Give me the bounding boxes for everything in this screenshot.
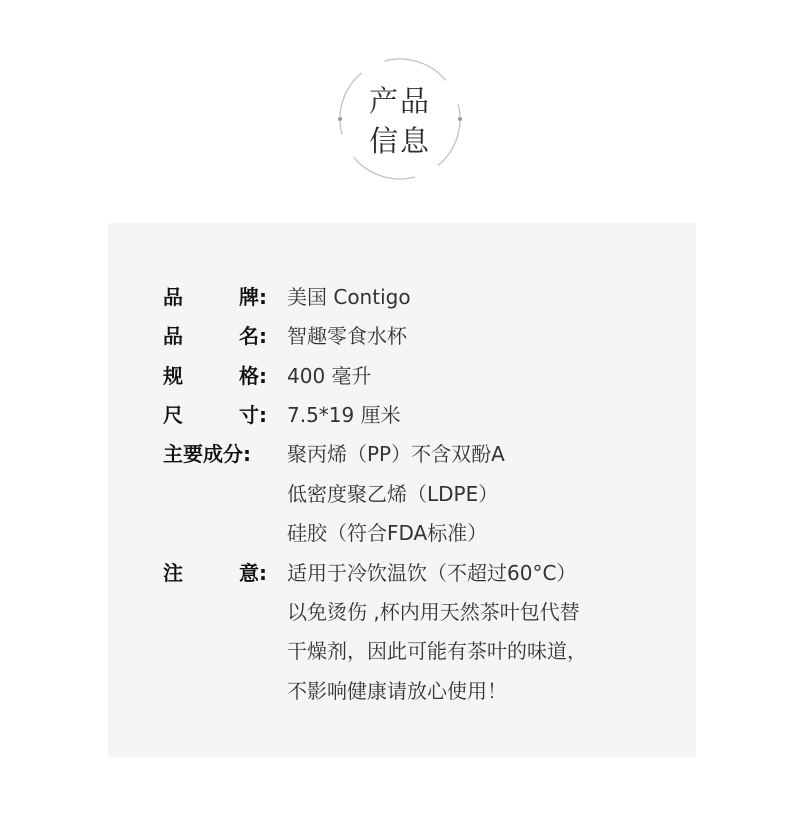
spec-label-size: 尺 寸: bbox=[163, 403, 267, 427]
spec-value-name: 智趣零食水杯 bbox=[287, 324, 407, 348]
spec-label-brand: 品 牌: bbox=[163, 285, 267, 309]
page-title bbox=[336, 81, 464, 161]
spec-label-capacity: 规 格: bbox=[163, 364, 267, 388]
product-info-panel bbox=[108, 223, 696, 757]
notice-line: 以免烫伤 ,杯内用天然茶叶包代替 bbox=[287, 600, 580, 624]
spec-label-materials: 主要成分: bbox=[163, 442, 251, 466]
notice-line: 适用于冷饮温饮（不超过60°C） bbox=[287, 561, 577, 585]
title-line-1: 产品 bbox=[368, 84, 431, 118]
materials-line: 低密度聚乙烯（LDPE） bbox=[287, 482, 499, 506]
notice-line: 干燥剂，因此可能有茶叶的味道， bbox=[287, 639, 587, 663]
spec-value-size: 7.5*19 厘米 bbox=[287, 403, 401, 427]
materials-line: 硅胶（符合FDA标准） bbox=[287, 521, 488, 545]
spec-value-capacity: 400 毫升 bbox=[287, 364, 372, 388]
spec-label-notice: 注 意: bbox=[163, 561, 267, 585]
title-line-2: 信息 bbox=[368, 124, 431, 158]
materials-line: 聚丙烯（PP）不含双酚A bbox=[287, 442, 505, 466]
product-info-badge bbox=[336, 55, 464, 183]
spec-value-brand: 美国 Contigo bbox=[287, 285, 411, 309]
notice-line: 不影响健康请放心使用！ bbox=[287, 679, 507, 703]
spec-label-name: 品 名: bbox=[163, 324, 267, 348]
